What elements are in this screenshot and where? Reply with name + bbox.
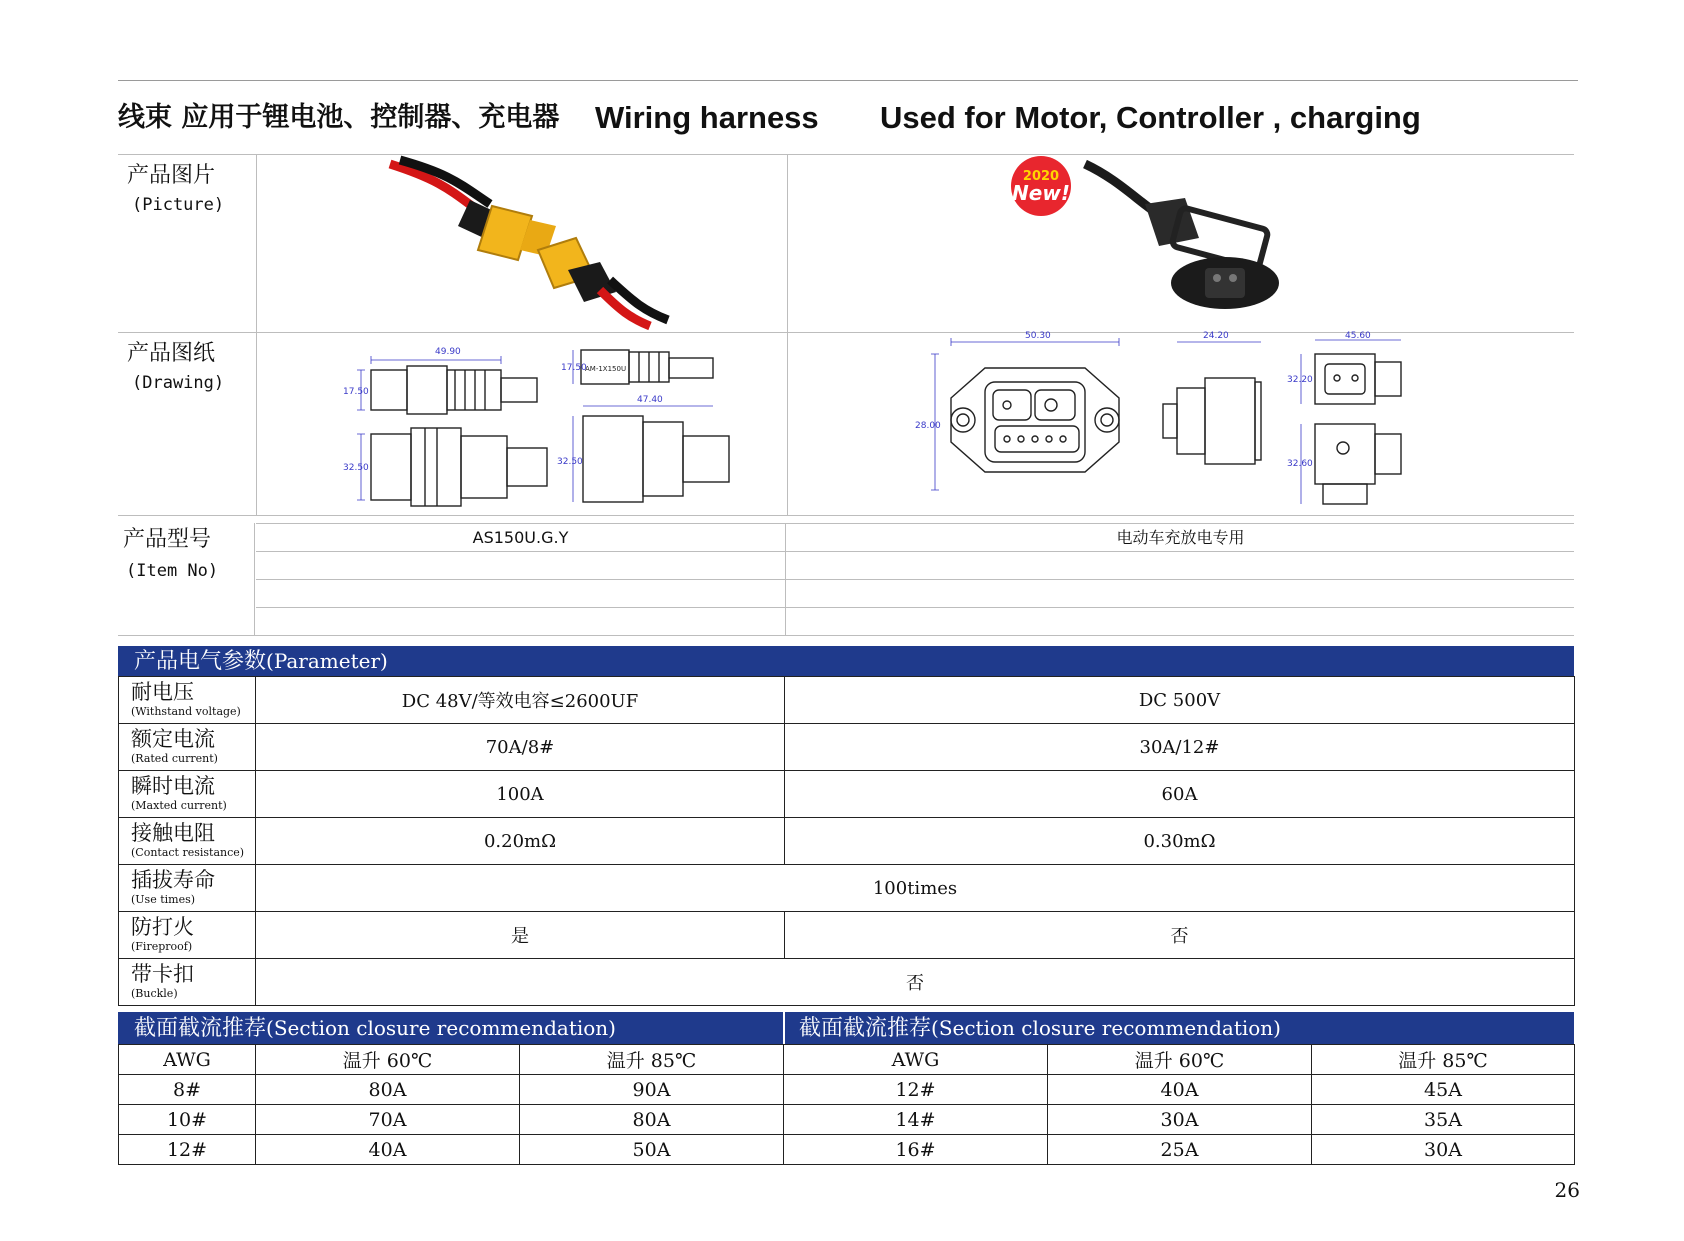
table-cell: 25A	[1048, 1135, 1312, 1165]
param-label: 瞬时电流 (Maxted current)	[119, 771, 256, 818]
param-label: 耐电压 (Withstand voltage)	[119, 677, 256, 724]
table-cell: 70A	[256, 1105, 520, 1135]
param-value: 100times	[256, 865, 1575, 912]
table-row	[119, 818, 1575, 865]
param-value: DC 48V/等效电容≤2600UF	[256, 677, 785, 724]
grid-line	[254, 523, 255, 635]
column-header: 温升 85℃	[520, 1045, 784, 1075]
table-cell: 50A	[520, 1135, 784, 1165]
table-cell: 40A	[256, 1135, 520, 1165]
param-label: 额定电流 (Rated current)	[119, 724, 256, 771]
param-label: 防打火 (Fireproof)	[119, 912, 256, 959]
dim-label: 17.50	[343, 387, 369, 397]
param-value: 30A/12#	[785, 724, 1575, 771]
param-value: 0.30mΩ	[785, 818, 1575, 865]
table-cell: 40A	[1048, 1075, 1312, 1105]
table-cell: 8#	[119, 1075, 256, 1105]
dim-label: 45.60	[1345, 331, 1371, 341]
table-cell: 30A	[1312, 1135, 1575, 1165]
table-cell: 30A	[1048, 1105, 1312, 1135]
param-label: 接触电阻 (Contact resistance)	[119, 818, 256, 865]
picture-label-cn: 产品图片	[127, 163, 216, 188]
item-no-product-2: 电动车充放电专用	[1116, 528, 1245, 547]
column-header: AWG	[119, 1045, 256, 1075]
badge-year: 2020	[1022, 169, 1060, 184]
column-header: 温升 85℃	[1312, 1045, 1575, 1075]
grid-line	[256, 523, 1574, 524]
grid-line	[256, 154, 257, 515]
item-label-en: (Item No)	[126, 561, 219, 581]
param-value: 否	[256, 959, 1575, 1006]
table-row	[119, 865, 1575, 912]
section-band-right: 截面截流推荐(Section closure recommendation)	[785, 1012, 1574, 1044]
param-label: 插拔寿命 (Use times)	[119, 865, 256, 912]
product-photo-xt-connector	[380, 160, 670, 328]
param-value: 70A/8#	[256, 724, 785, 771]
param-label: 带卡扣 (Buckle)	[119, 959, 256, 1006]
page-title-en: Wiring harness	[595, 100, 819, 135]
item-label-cn: 产品型号	[123, 527, 212, 552]
param-value: 100A	[256, 771, 785, 818]
grid-line	[118, 635, 1574, 636]
section-table	[118, 1044, 1575, 1165]
grid-line	[118, 154, 1574, 155]
column-header: AWG	[784, 1045, 1048, 1075]
table-row	[119, 1105, 1575, 1135]
table-cell: 16#	[784, 1135, 1048, 1165]
grid-line	[256, 579, 1574, 580]
drawing-label-en: (Drawing)	[132, 373, 225, 393]
parameter-title-en: (Parameter)	[266, 649, 388, 673]
table-row	[119, 1135, 1575, 1165]
dim-label: 32.60	[1287, 459, 1313, 469]
product-photo-ebike-connector	[1005, 158, 1305, 328]
parameter-band	[118, 646, 1574, 676]
drawing-part-label: AM-1X150U	[585, 365, 627, 373]
badge-new: New!	[1012, 181, 1070, 205]
dim-label: 24.20	[1203, 331, 1229, 341]
page-title-cn: 线束 应用于锂电池、控制器、充电器	[118, 102, 560, 133]
table-header-row	[119, 1045, 1575, 1075]
technical-drawing-ebike	[915, 331, 1455, 513]
page-subtitle-en: Used for Motor, Controller , charging	[880, 100, 1421, 135]
table-row	[119, 724, 1575, 771]
table-cell: 12#	[119, 1135, 256, 1165]
table-row	[119, 677, 1575, 724]
table-row	[119, 959, 1575, 1006]
param-value: 60A	[785, 771, 1575, 818]
dim-label: 17.50	[561, 363, 587, 373]
param-value: 否	[785, 912, 1575, 959]
page-number: 26	[1554, 1178, 1580, 1202]
dim-label: 50.30	[1025, 331, 1051, 341]
param-value: DC 500V	[785, 677, 1575, 724]
table-row	[119, 771, 1575, 818]
top-rule	[118, 80, 1578, 81]
parameter-title-cn: 产品电气参数	[134, 649, 267, 674]
dim-label: 47.40	[637, 395, 663, 405]
drawing-label-cn: 产品图纸	[127, 341, 216, 366]
section-band-left: 截面截流推荐(Section closure recommendation)	[118, 1012, 783, 1044]
table-cell: 45A	[1312, 1075, 1575, 1105]
dim-label: 49.90	[435, 347, 461, 357]
dim-label: 32.20	[1287, 375, 1313, 385]
param-value: 0.20mΩ	[256, 818, 785, 865]
column-header: 温升 60℃	[256, 1045, 520, 1075]
dim-label: 32.50	[343, 463, 369, 473]
item-no-product-1: AS150U.G.Y	[472, 528, 569, 547]
table-cell: 14#	[784, 1105, 1048, 1135]
grid-line	[785, 523, 786, 635]
dim-label: 28.00	[915, 421, 941, 431]
technical-drawing-xt	[335, 340, 755, 510]
grid-line	[118, 515, 1574, 516]
table-cell: 80A	[256, 1075, 520, 1105]
table-row	[119, 912, 1575, 959]
parameter-table	[118, 676, 1575, 1006]
dim-label: 32.50	[557, 457, 583, 467]
grid-line	[787, 154, 788, 515]
param-value: 是	[256, 912, 785, 959]
table-cell: 35A	[1312, 1105, 1575, 1135]
grid-line	[256, 607, 1574, 608]
table-row	[119, 1075, 1575, 1105]
table-cell: 80A	[520, 1105, 784, 1135]
picture-label-en: (Picture)	[132, 195, 225, 215]
grid-line	[256, 551, 1574, 552]
table-cell: 12#	[784, 1075, 1048, 1105]
table-cell: 10#	[119, 1105, 256, 1135]
column-header: 温升 60℃	[1048, 1045, 1312, 1075]
table-cell: 90A	[520, 1075, 784, 1105]
